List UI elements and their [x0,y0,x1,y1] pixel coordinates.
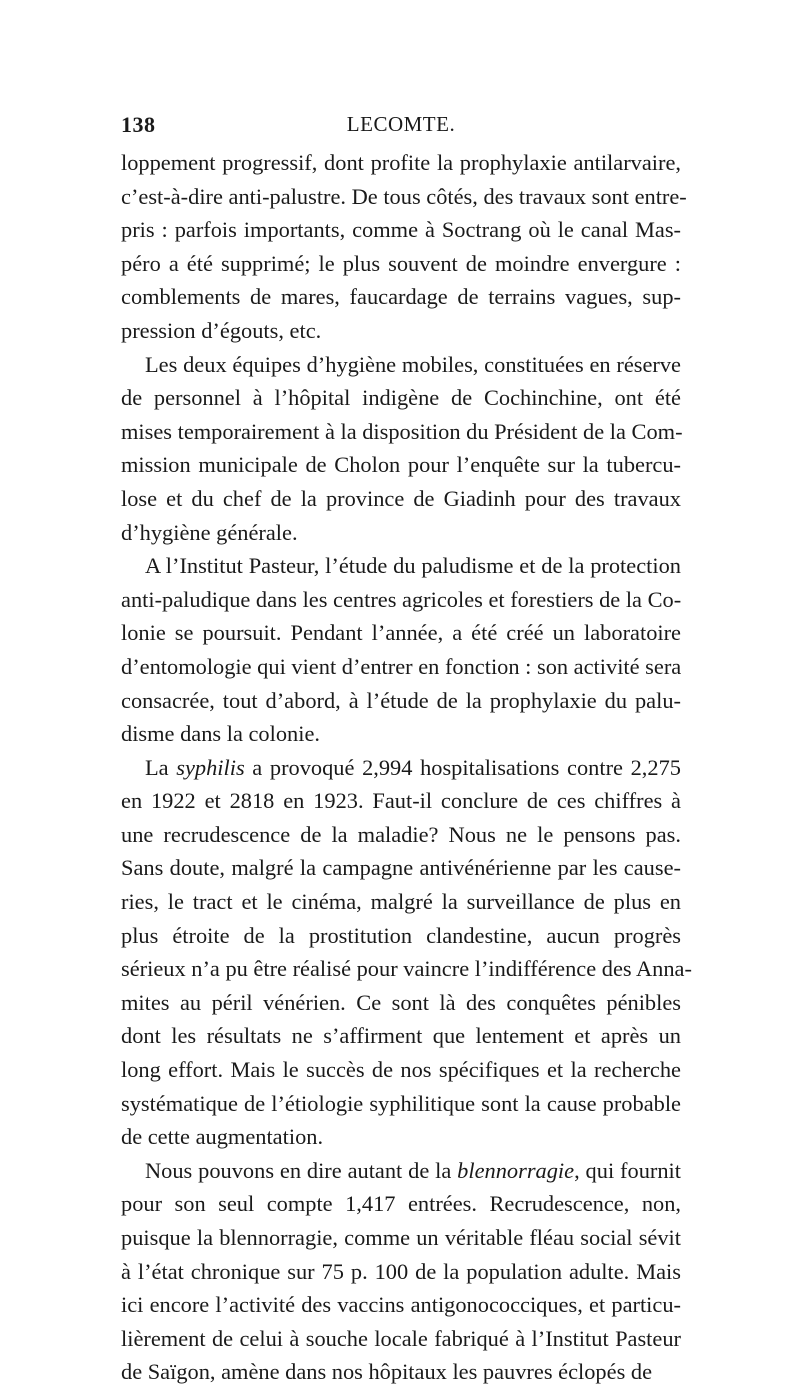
paragraph [121,751,692,1154]
text-line: Nous pouvons en dire autant de la blennorragie, qui fournit [145,1157,681,1183]
text-line: loppement progressif, dont profite la prophylaxie antilarvaire, [121,150,681,175]
text-line: lose et du chef de la province de Giadinh pour des travaux [121,485,681,511]
text-line: pris : parfois importants, comme à Soctrang où le canal Mas- [121,217,681,243]
text-line: de Saïgon, amène dans nos hôpitaux les pauvres éclopés de [121,1359,653,1385]
text-line: anti-paludique dans les centres agricoles et forestiers de la Co- [121,586,682,612]
text-line: Les deux équipes d’hygiène mobiles, constituées en réserve [145,351,681,377]
text-line: une recrudescence de la maladie? Nous ne le pensons pas. [121,821,681,847]
paragraph [121,549,681,751]
text-line: long effort. Mais le succès de nos spécifiques et la recherche [121,1057,681,1083]
text-line: ici encore l’activité des vaccins antigonococciques, et particu- [121,1292,681,1318]
text-line: de cette augmentation. [121,1124,324,1150]
text-line: péro a été supprimé; le plus souvent de moindre envergure : [121,250,681,276]
text-line: pour son seul compte 1,417 entrées. Recrudescence, non, [121,1191,681,1217]
running-head [121,112,681,146]
text-line: lonie se poursuit. Pendant l’année, a été créé un laboratoire [121,620,681,646]
text-line: d’hygiène générale. [121,519,298,545]
text-line: pression d’égouts, etc. [121,317,322,343]
text-line: c’est-à-dire anti-palustre. De tous côtés, des travaux sont entre- [121,183,687,209]
paragraph [121,146,687,348]
text-line: disme dans la colonie. [121,721,320,747]
paragraph [121,348,681,550]
paragraph [121,1154,681,1389]
italic-term: syphilis [176,754,245,780]
text-line: Sans doute, malgré la campagne antivénérienne par les cause- [121,855,681,881]
text-line: lièrement de celui à souche locale fabriqué à l’Institut Pasteur [121,1325,681,1351]
text-line: mission municipale de Cholon pour l’enquête sur la tubercu- [121,452,681,478]
text-line: en 1922 et 2818 en 1923. Faut-il conclure de ces chiffres à [121,788,681,814]
book-page [121,112,692,1389]
text-line: systématique de l’étiologie syphilitique sont la cause probable [121,1090,681,1116]
text-line: sérieux n’a pu être réalisé pour vaincre l’indifférence des Anna- [121,956,692,982]
text-line: de personnel à l’hôpital indigène de Cochinchine, ont été [121,385,681,411]
text-line: La syphilis a provoqué 2,994 hospitalisations contre 2,275 [145,754,681,780]
text-line: A l’Institut Pasteur, l’étude du paludisme et de la protection [145,553,681,579]
text-line: plus étroite de la prostitution clandestine, aucun progrès [121,922,681,948]
text-line: comblements de mares, faucardage de terrains vagues, sup- [121,284,681,310]
page-number: 138 [121,112,156,137]
text-line: puisque la blennorragie, comme un véritable fléau social sévit [121,1225,681,1250]
text-line: d’entomologie qui vient d’entrer en fonction : son activité sera [121,653,682,679]
text-line: mites au péril vénérien. Ce sont là des conquêtes pénibles [121,989,681,1015]
running-title: LECOMTE. [346,112,456,136]
text-line: consacrée, tout d’abord, à l’étude de la prophylaxie du palu- [121,687,681,713]
text-line: mises temporairement à la disposition du Président de la Com- [121,418,683,444]
body-text [121,146,692,1389]
text-line: dont les résultats ne s’affirment que lentement et après un [121,1023,681,1049]
text-line: à l’état chronique sur 75 p. 100 de la population adulte. Mais [121,1258,681,1284]
text-line: ries, le tract et le cinéma, malgré la surveillance de plus en [121,889,681,915]
italic-term: blennorragie [457,1157,575,1183]
